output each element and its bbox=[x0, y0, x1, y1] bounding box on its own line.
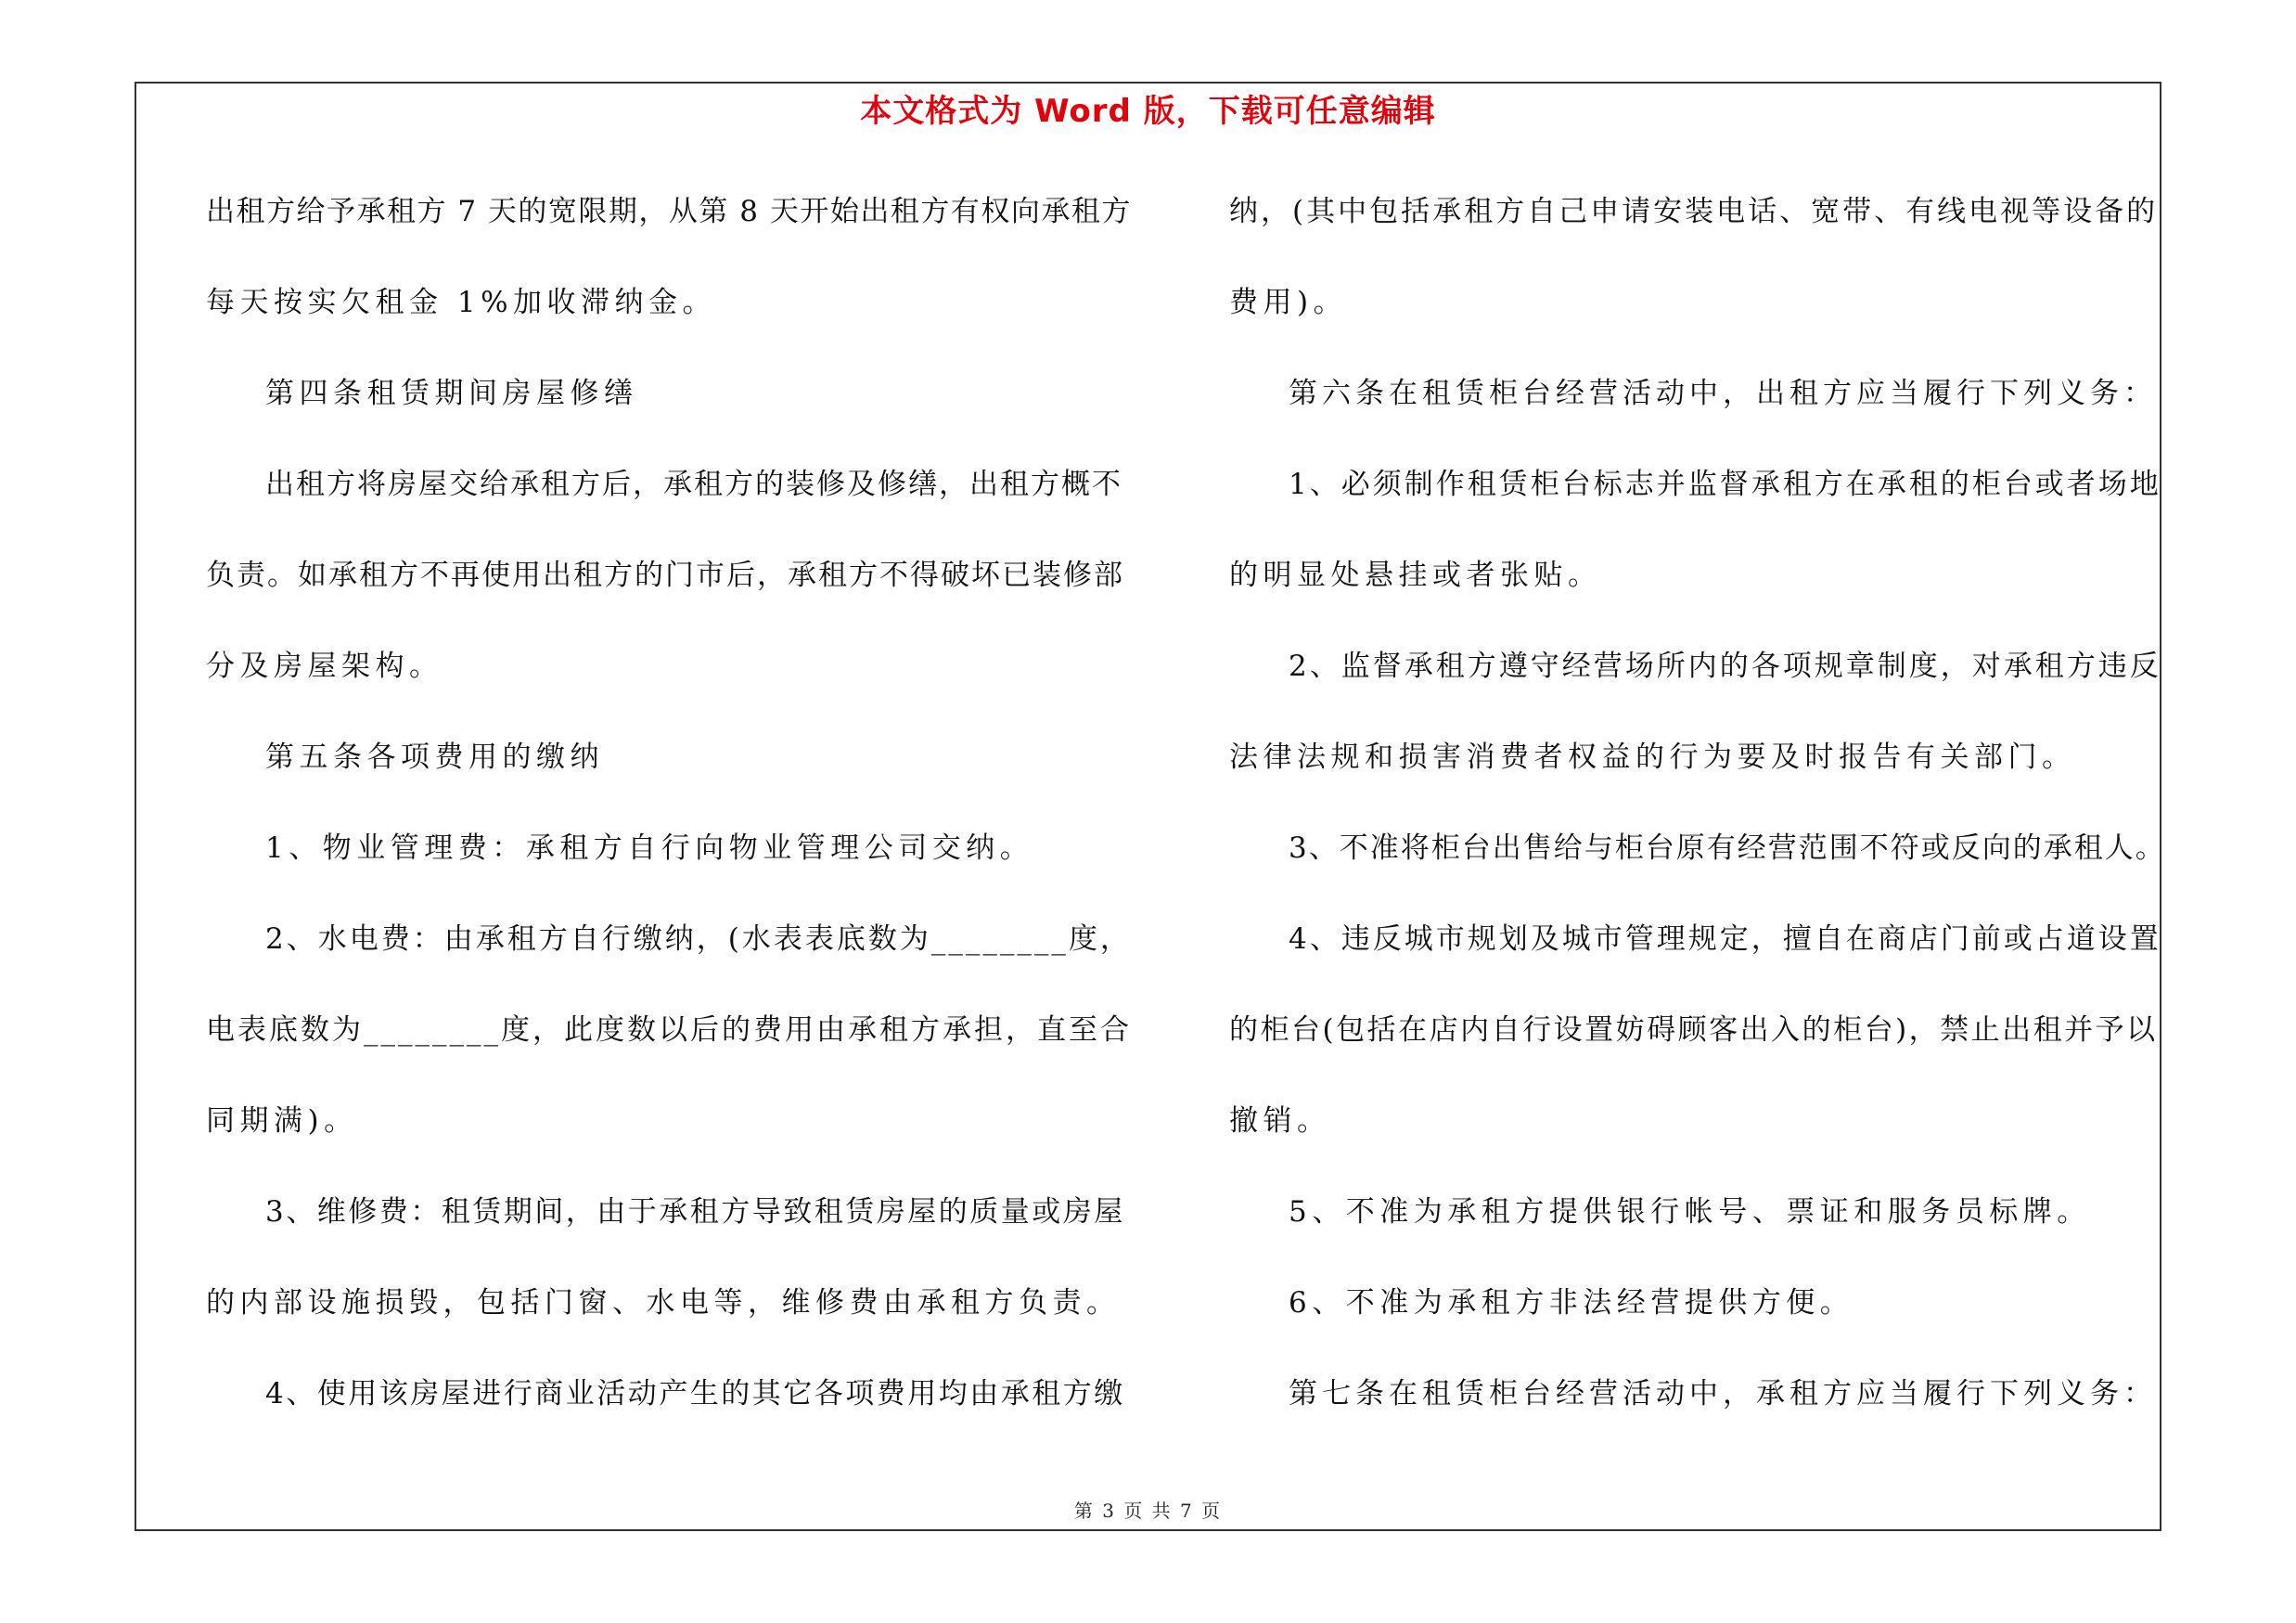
section-heading: 第七条在租赁柜台经营活动中，承租方应当履行下列义务： bbox=[1289, 1377, 2157, 1410]
text-line: 的明显处悬挂或者张贴。 bbox=[1229, 559, 1602, 592]
text-line: 1、物业管理费：承租方自行向物业管理公司交纳。 bbox=[265, 831, 1034, 865]
text-line: 2、监督承租方遵守经营场所内的各项规章制度，对承租方违反 bbox=[1289, 650, 2161, 683]
text-line: 3、不准将柜台出售给与柜台原有经营范围不符或反向的承租人。 bbox=[1289, 831, 2166, 865]
section-heading: 第五条各项费用的缴纳 bbox=[265, 741, 604, 774]
format-banner: 本文格式为 Word 版，下载可任意编辑 bbox=[860, 93, 1436, 130]
text-line: 费用)。 bbox=[1229, 286, 1348, 319]
text-line: 5、不准为承租方提供银行帐号、票证和服务员标牌。 bbox=[1289, 1195, 2091, 1229]
text-line: 的内部设施损毁，包括门窗、水电等，维修费由承租方负责。 bbox=[206, 1286, 1121, 1320]
text-line: 6、不准为承租方非法经营提供方便。 bbox=[1289, 1286, 1854, 1320]
text-line: 负责。如承租方不再使用出租方的门市后，承租方不得破坏已装修部 bbox=[206, 559, 1124, 592]
text-line: 出租方将房屋交给承租方后，承租方的装修及修缮，出租方概不 bbox=[265, 468, 1122, 501]
text-line: 撤销。 bbox=[1229, 1104, 1331, 1138]
text-line: 分及房屋架构。 bbox=[206, 650, 443, 683]
text-line: 出租方给予承租方 7 天的宽限期，从第 8 天开始出租方有权向承租方 bbox=[206, 195, 1132, 228]
text-line: 法律法规和损害消费者权益的行为要及时报告有关部门。 bbox=[1229, 741, 2076, 774]
text-line: 2、水电费：由承租方自行缴纳，(水表表底数为________度， bbox=[265, 922, 1132, 956]
text-line: 同期满)。 bbox=[206, 1104, 358, 1138]
text-line: 的柜台(包括在店内自行设置妨碍顾客出入的柜台)，禁止出租并予以 bbox=[1229, 1013, 2158, 1047]
section-heading: 第六条在租赁柜台经营活动中，出租方应当履行下列义务： bbox=[1289, 377, 2157, 410]
text-line: 3、维修费：租赁期间，由于承租方导致租赁房屋的质量或房屋 bbox=[265, 1195, 1125, 1229]
text-line: 电表底数为________度，此度数以后的费用由承租方承担，直至合 bbox=[206, 1013, 1132, 1047]
left-column bbox=[206, 180, 1134, 1453]
text-line: 每天按实欠租金 1%加收滞纳金。 bbox=[206, 286, 717, 319]
text-line: 4、使用该房屋进行商业活动产生的其它各项费用均由承租方缴 bbox=[265, 1377, 1125, 1410]
section-heading: 第四条租赁期间房屋修缮 bbox=[265, 377, 638, 410]
page-number: 第 3 页 共 7 页 bbox=[1073, 1500, 1223, 1522]
text-line: 4、违反城市规划及城市管理规定，擅自在商店门前或占道设置 bbox=[1289, 922, 2161, 956]
right-column bbox=[1229, 180, 2166, 1453]
text-line: 1、必须制作租赁柜台标志并监督承租方在承租的柜台或者场地 bbox=[1289, 468, 2161, 501]
text-line: 纳，(其中包括承租方自己申请安装电话、宽带、有线电视等设备的 bbox=[1229, 195, 2159, 228]
